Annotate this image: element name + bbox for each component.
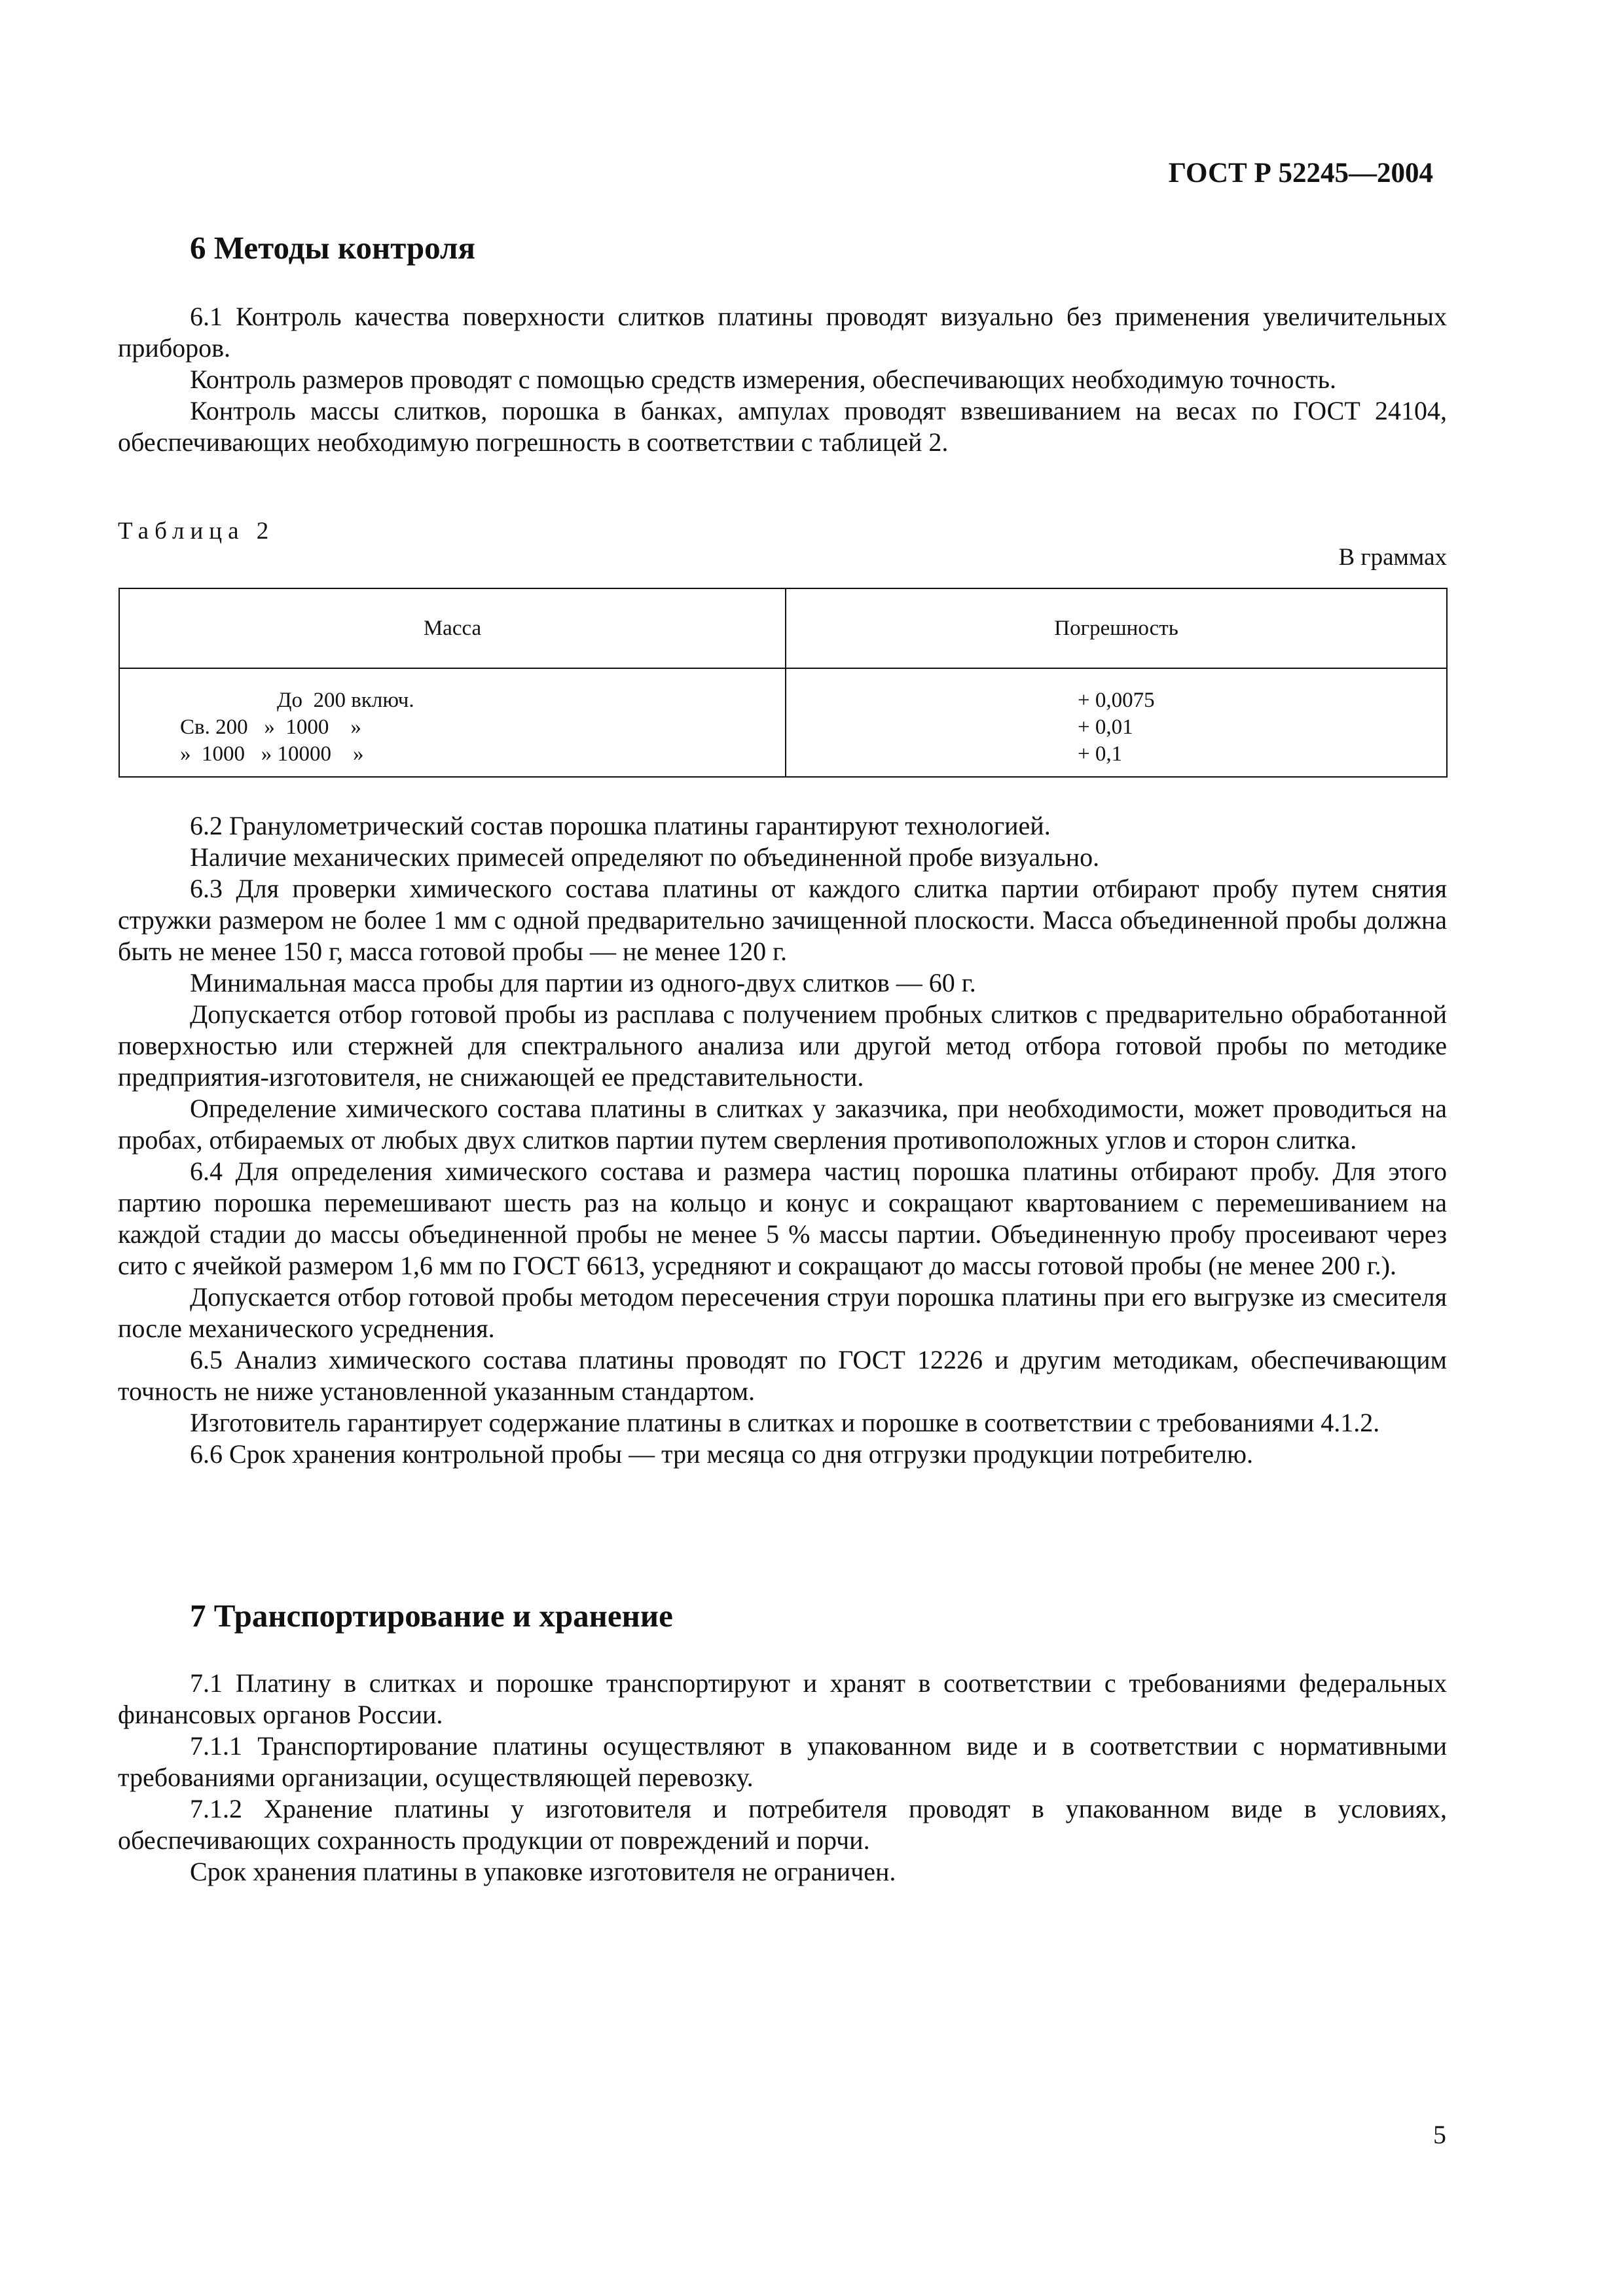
- tolerance-1: + 0,0075: [1078, 689, 1155, 712]
- table-header-row: [119, 588, 1447, 668]
- paragraph-6-1-c: Контроль массы слитков, порошка в банках, ампулах проводят взвешиванием на весах по ГОСТ 24104, обеспечивающих необходимую погрешность в соответствии с таблицей 2.: [118, 396, 1447, 457]
- section-6-heading: 6 Методы контроля: [190, 230, 475, 266]
- header-mass: Масса: [119, 588, 786, 668]
- paragraph-6-2-b: Наличие механических примесей определяют по объединенной пробе визуально.: [190, 842, 1100, 872]
- paragraph-6-1-b: Контроль размеров проводят с помощью средств измерения, обеспечивающих необходимую точность.: [190, 365, 1336, 394]
- table-caption: Таблица 2: [118, 518, 275, 545]
- page-number: 5: [1433, 2120, 1446, 2149]
- paragraph-6-5: 6.5 Анализ химического состава платины проводят по ГОСТ 12226 и другим методикам, обеспечивающим точность не ниже установленной указанным стандартом.: [118, 1345, 1447, 1406]
- table-units: В граммах: [1338, 544, 1447, 571]
- section-6-intro: [118, 301, 1447, 458]
- tolerance-cell: [786, 668, 1447, 777]
- paragraph-6-4: 6.4 Для определения химического состава и размера частиц порошка платины отбирают пробу. Для этого партию порошка перемешивают шесть раз на кольцо и конус и сокращают квартованием с перемешиванием на каждой стадии до массы объединенной пробы не менее 5 % массы партии. Объединенную пробу просеивают через сито с ячейкой размером 1,6 мм по ГОСТ 6613, усредняют и сокращают до массы готовой пробы (не менее 200 г.).: [118, 1157, 1447, 1280]
- document-id: ГОСТ Р 52245—2004: [1168, 158, 1433, 188]
- paragraph-6-2: 6.2 Гранулометрический состав порошка платины гарантируют технологией.: [190, 811, 1051, 840]
- mass-range-2: Св. 200 » 1000 »: [180, 715, 361, 739]
- section-7-heading: 7 Транспортирование и хранение: [190, 1598, 673, 1634]
- section-6-body: [118, 810, 1447, 1470]
- paragraph-7-1-2: 7.1.2 Хранение платины у изготовителя и потребителя проводят в упакованном виде в условиях, обеспечивающих сохранность продукции от повреждений и порчи.: [118, 1794, 1447, 1855]
- paragraph-6-3: 6.3 Для проверки химического состава платины от каждого слитка партии отбирают пробу путем снятия стружки размером не более 1 мм с одной предварительно зачищенной плоскости. Масса объединенной пробы должна быть не менее 150 г, масса готовой пробы — не менее 120 г.: [118, 874, 1447, 966]
- table-row: [119, 668, 1447, 777]
- tolerance-2: + 0,01: [1078, 715, 1133, 739]
- table-2: [119, 588, 1448, 778]
- paragraph-7-1-2-b: Срок хранения платины в упаковке изготовителя не ограничен.: [190, 1857, 896, 1886]
- header-tolerance: Погрешность: [786, 588, 1447, 668]
- paragraph-6-1: 6.1 Контроль качества поверхности слитков платины проводят визуально без применения увеличительных приборов.: [118, 302, 1447, 363]
- mass-range-1: До 200 включ.: [277, 689, 414, 712]
- paragraph-6-6: 6.6 Срок хранения контрольной пробы — три месяца со дня отгрузки продукции потребителю.: [190, 1439, 1253, 1469]
- paragraph-6-3-c: Допускается отбор готовой пробы из расплава с получением пробных слитков с предварительно обработанной поверхностью или стержней для спектрального анализа или другой метод отбора готовой пробы по методике предприятия-изготовителя, не снижающей ее представительности.: [118, 999, 1447, 1092]
- paragraph-7-1-1: 7.1.1 Транспортирование платины осуществляют в упакованном виде и в соответствии с нормативными требованиями организации, осуществляющей перевозку.: [118, 1731, 1447, 1792]
- paragraph-7-1: 7.1 Платину в слитках и порошке транспортируют и хранят в соответствии с требованиями федеральных финансовых органов России.: [118, 1668, 1447, 1729]
- section-7-body: [118, 1668, 1447, 1888]
- paragraph-6-3-b: Минимальная масса пробы для партии из одного-двух слитков — 60 г.: [190, 968, 976, 997]
- mass-range-3: » 1000 » 10000 »: [180, 742, 364, 766]
- tolerance-3: + 0,1: [1078, 742, 1123, 766]
- paragraph-6-4-b: Допускается отбор готовой пробы методом пересечения струи порошка платины при его выгрузке из смесителя после механического усреднения.: [118, 1282, 1447, 1343]
- mass-cell: [119, 668, 786, 777]
- paragraph-6-5-b: Изготовитель гарантирует содержание платины в слитках и порошке в соответствии с требованиями 4.1.2.: [190, 1408, 1380, 1437]
- paragraph-6-3-d: Определение химического состава платины в слитках у заказчика, при необходимости, может проводиться на пробах, отбираемых от любых двух слитков партии путем сверления противоположных углов и сторон слитка.: [118, 1094, 1447, 1155]
